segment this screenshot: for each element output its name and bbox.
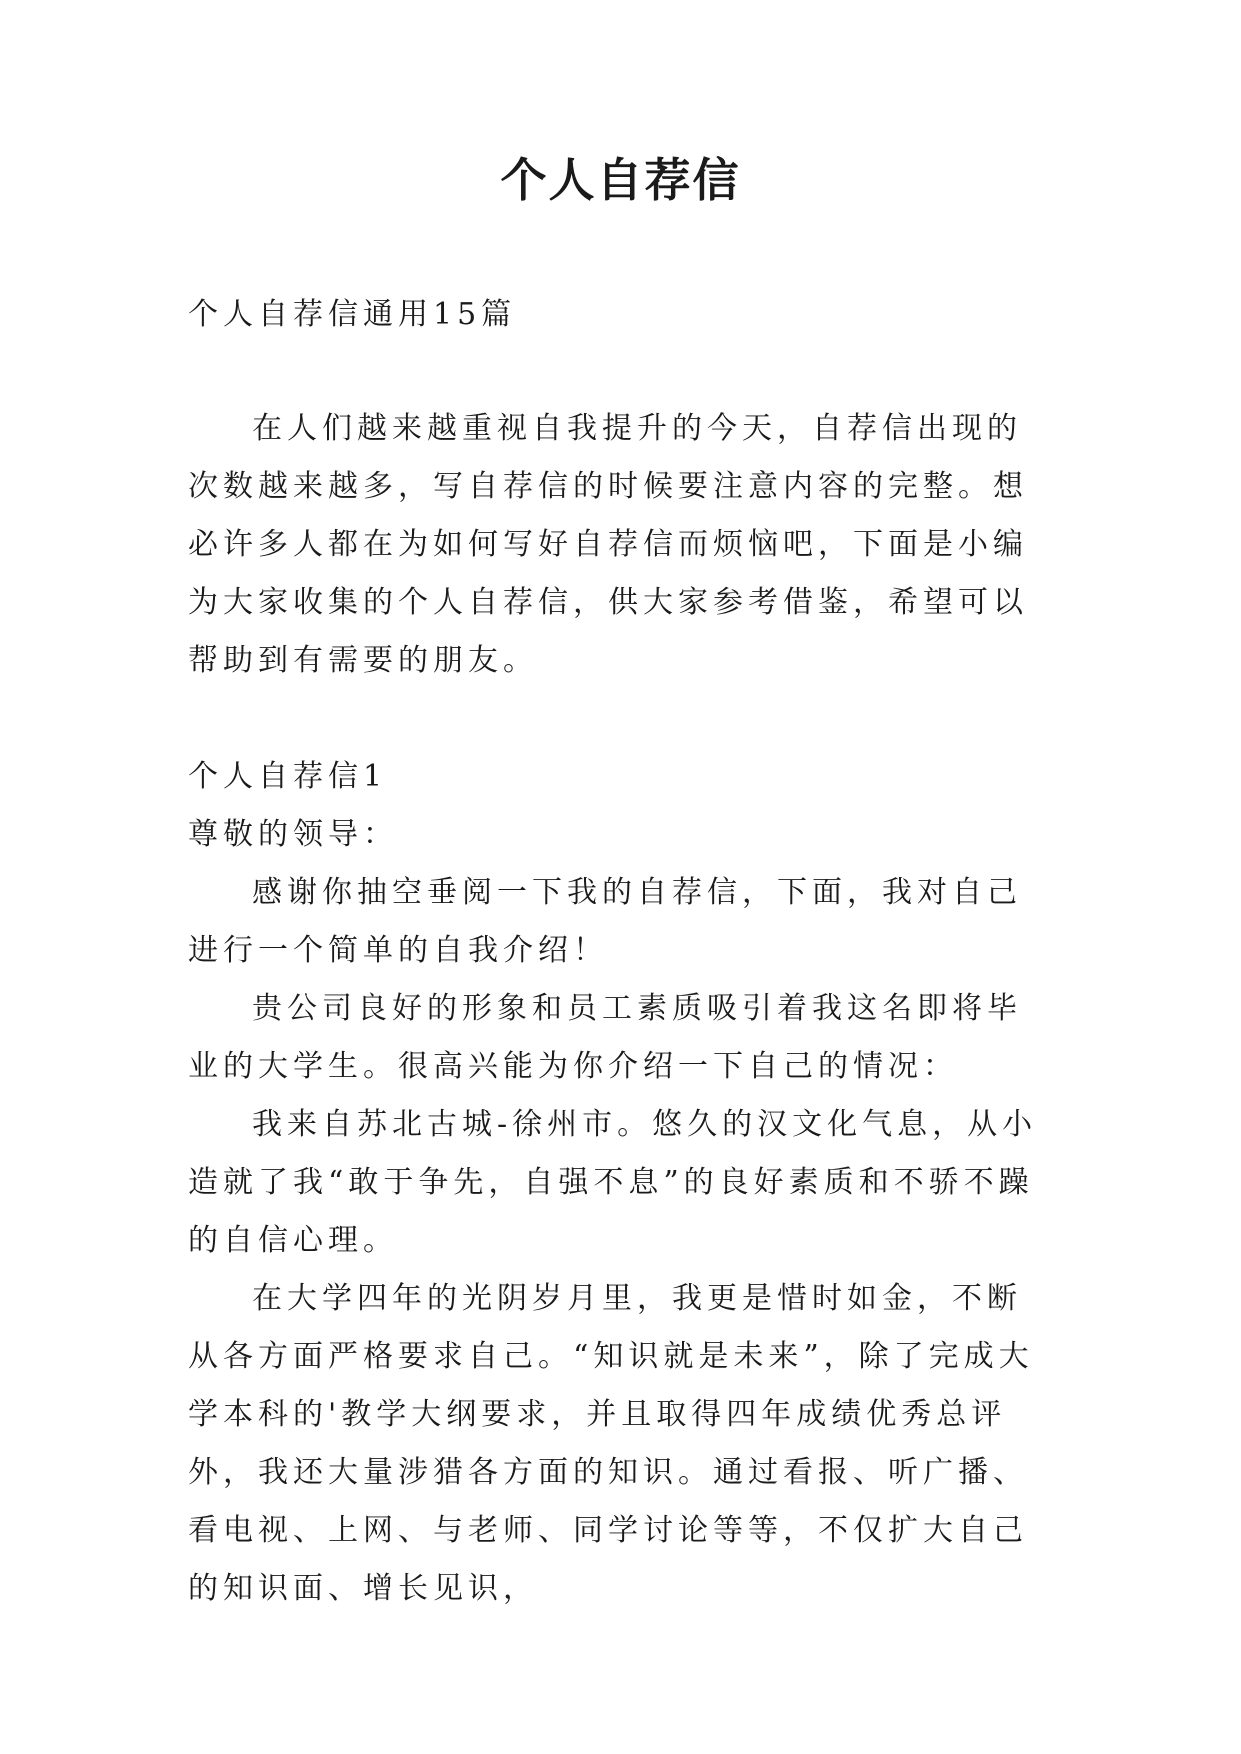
document-title: 个人自荐信 xyxy=(500,153,741,207)
body-paragraph: 我来自苏北古城-徐州市。悠久的汉文化气息，从小造就了我“敢于争先，自强不息”的良好素质和不骄不躁的自信心理。 xyxy=(188,1107,1038,1258)
body-paragraph: 感谢你抽空垂阅一下我的自荐信，下面，我对自己进行一个简单的自我介绍！ xyxy=(188,875,1022,968)
body-paragraph: 贵公司良好的形象和员工素质吸引着我这名即将毕业的大学生。很高兴能为你介绍一下自己的情况： xyxy=(188,991,1022,1084)
document-body xyxy=(188,286,1054,1618)
salutation: 尊敬的领导： xyxy=(188,817,398,852)
document-subtitle: 个人自荐信通用15篇 xyxy=(188,297,517,332)
intro-paragraph: 在人们越来越重视自我提升的今天，自荐信出现的次数越来越多，写自荐信的时候要注意内容的完整。想必许多人都在为如何写好自荐信而烦恼吧，下面是小编为大家收集的个人自荐信，供大家参考借鉴，希望可以帮助到有需要的朋友。 xyxy=(188,411,1028,678)
section-title: 个人自荐信1 xyxy=(188,759,388,794)
body-paragraph: 在大学四年的光阴岁月里，我更是惜时如金，不断从各方面严格要求自己。“知识就是未来”，除了完成大学本科的'教学大纲要求，并且取得四年成绩优秀总评外，我还大量涉猎各方面的知识。通过看报、听广播、看电视、上网、与老师、同学讨论等等，不仅扩大自己的知识面、增长见识， xyxy=(188,1281,1034,1606)
